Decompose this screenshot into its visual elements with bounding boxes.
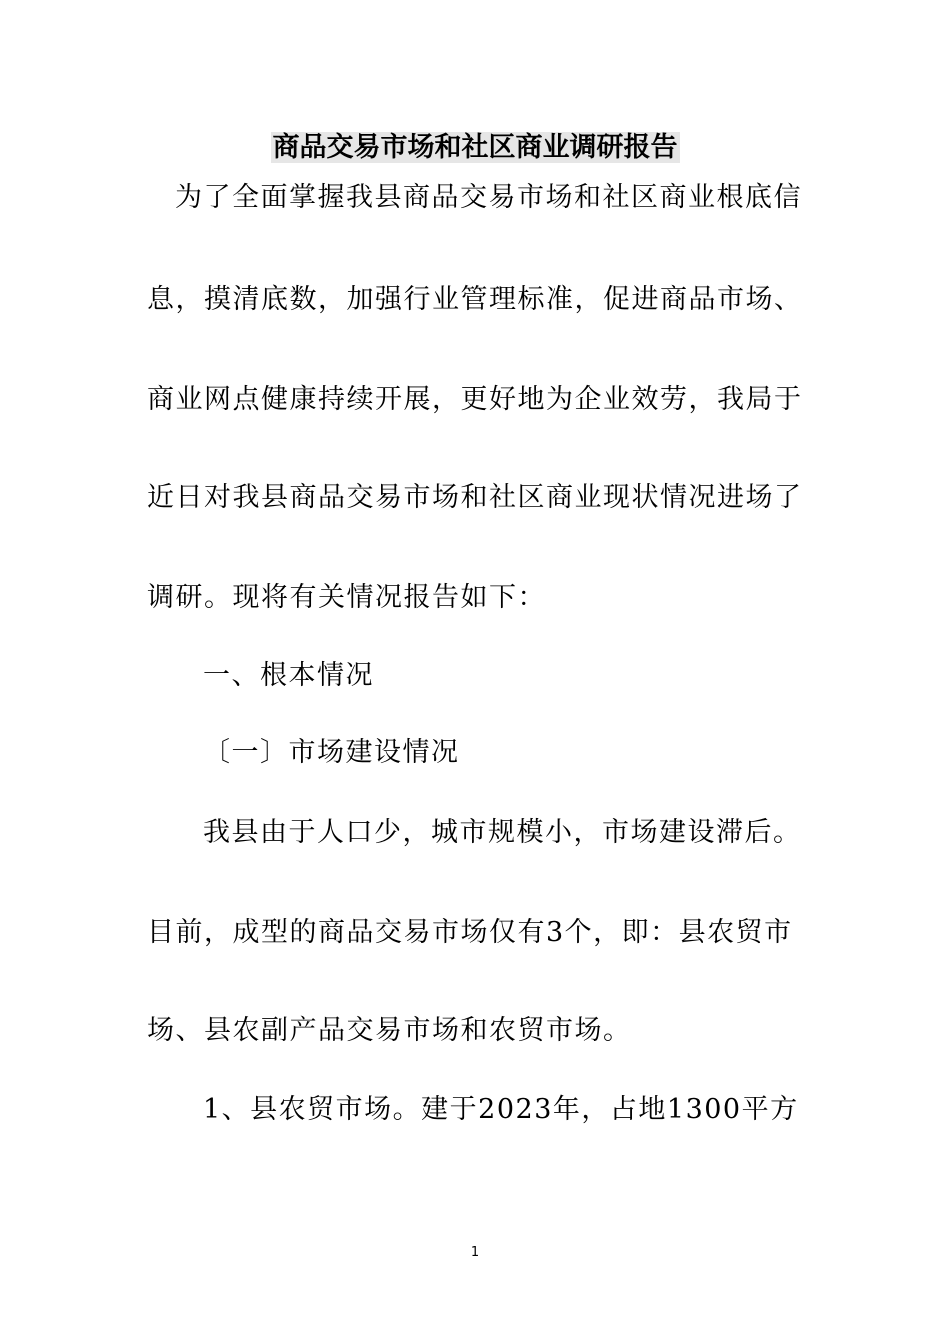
section-heading: 一、根本情况 bbox=[203, 660, 374, 691]
title-text: 商品交易市场和社区商业调研报告 bbox=[272, 132, 678, 163]
paragraph-line: 商业网点健康持续开展，更好地为企业效劳，我局于 bbox=[147, 384, 803, 415]
subsection-heading: 〔一〕市场建设情况 bbox=[203, 737, 460, 768]
paragraph-line: 1、县农贸市场。建于2023年，占地1300平方 bbox=[203, 1094, 799, 1125]
paragraph-line: 我县由于人口少，城市规模小，市场建设滞后。 bbox=[203, 817, 802, 848]
paragraph-line: 调研。现将有关情况报告如下： bbox=[147, 582, 546, 613]
paragraph-line: 息，摸清底数，加强行业管理标准，促进商品市场、 bbox=[147, 284, 803, 315]
paragraph-line: 场、县农副产品交易市场和农贸市场。 bbox=[147, 1015, 632, 1046]
paragraph-line: 近日对我县商品交易市场和社区商业现状情况进场了 bbox=[147, 482, 803, 513]
paragraph-line: 目前，成型的商品交易市场仅有3个，即：县农贸市 bbox=[147, 917, 793, 948]
document-title bbox=[0, 128, 950, 168]
paragraph-line: 为了全面掌握我县商品交易市场和社区商业根底信 bbox=[175, 182, 802, 213]
page-number: 1 bbox=[470, 1245, 480, 1260]
